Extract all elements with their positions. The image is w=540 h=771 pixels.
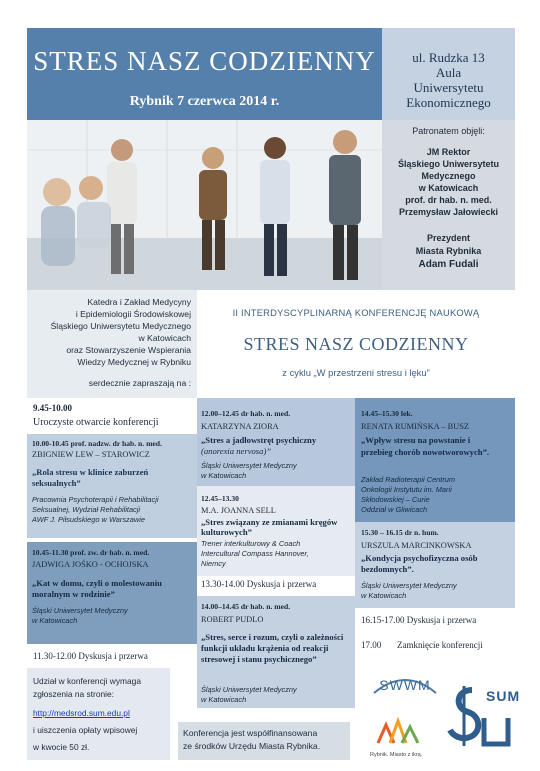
speaker-affiliation: Śląski Uniwersytet Medyczny w Katowicach — [201, 685, 297, 704]
speaker-name: KATARZYNA ZIORA — [201, 422, 279, 431]
patronage-heading: Patronatem objęli: — [412, 126, 485, 136]
participation-text: Udział w konferencji wymaga zgłoszenia na stronie: http://medsrod.sum.edu.pl i uiszczenia opłaty wpisowej w kwocie 50 zł. — [33, 676, 141, 752]
funding-box — [178, 722, 350, 760]
session-head: 10.00-10.45 prof. nadzw. dr hab. n. med. — [32, 439, 162, 448]
conference-subtitle: II INTERDYSCYPLINARNĄ KONFERENCJĘ NAUKOWĄ — [232, 307, 480, 318]
speaker-name: JADWIGA JOŚKO - OCHOJSKA — [32, 560, 149, 569]
sum-logo — [446, 684, 521, 750]
venue-box — [382, 28, 515, 120]
break-1: 11.30-12.00 Dyskusja i przerwa — [33, 651, 148, 661]
closing: 17.00 Zamknięcie konferencji — [361, 640, 483, 650]
photo-illustration — [27, 120, 382, 290]
office-people-photo — [27, 120, 382, 290]
opening-session — [27, 398, 197, 432]
speaker-name: ROBERT PUDLO — [201, 615, 264, 624]
session-sell — [197, 486, 355, 576]
talk-title: „Stres a jadłowstręt psychiczny — [201, 435, 317, 445]
patronage-box — [382, 120, 515, 290]
rybnik-logo-art — [370, 715, 430, 749]
speaker-affiliation: Pracownia Psychoterapii i Rehabilitacji Seksualnej, Wydział Rehabilitacji AWF J. Piłsudskiego w Warszawie — [32, 495, 159, 524]
registration-link[interactable]: http://medsrod.sum.edu.pl — [33, 708, 130, 718]
conference-title: STRES NASZ CODZIENNY — [243, 334, 469, 354]
swwm-logo — [368, 671, 442, 697]
session-head: 12.45–13.30 — [201, 494, 239, 503]
speaker-name: RENATA RUMIŃSKA – BUSZ — [361, 422, 469, 431]
session-head: 12.00–12.45 dr hab. n. med. — [201, 409, 291, 418]
session-head: 15.30 – 16.15 dr n. hum. — [361, 528, 439, 537]
session-josko-ochojska — [27, 542, 197, 644]
venue-text: ul. Rudzka 13 Aula Uniwersytetu Ekonomicznego — [406, 50, 491, 110]
invite-text: serdecznie zapraszają na : — [88, 378, 191, 388]
speaker-affiliation: Śląski Uniwersytet Medyczny w Katowicach — [201, 461, 297, 480]
organizers-text: Katedra i Zakład Medycyny i Epidemiologii Środowiskowej Śląskiego Uniwersytetu Medycznego w Katowicach oraz Stowarzyszenie Wspierania Wiedzy Medycznej w Rybniku — [50, 297, 191, 367]
break-2-box — [197, 576, 355, 594]
break-2: 13.30-14.00 Dyskusja i przerwa — [201, 579, 317, 589]
event-date: Rybnik 7 czerwca 2014 r. — [129, 94, 280, 109]
talk-title: „Rola stresu w klinice zaburzeń seksualnych” — [32, 467, 149, 488]
speaker-name: M.A. JOANNA SELL — [201, 506, 276, 515]
talk-title: „Kondycja psychofizyczna osób bezdomnych”. — [361, 553, 478, 574]
session-head: 14.45–15.30 lek. — [361, 409, 413, 418]
speaker-name: URSZULA MARCINKOWSKA — [361, 541, 472, 550]
main-title: STRES NASZ CODZIENNY — [33, 46, 376, 76]
patronage-rector: JM Rektor Śląskiego Uniwersytetu Medycznego w Katowicach prof. dr hab. n. med. Przemysław Jałowiecki — [397, 147, 500, 217]
sum-logo-text: SUM — [486, 688, 521, 704]
talk-title: „Kat w domu, czyli o molestowaniu moralnym w rodzinie” — [32, 578, 162, 599]
swwm-logo-text: SWWM — [379, 677, 431, 693]
opening-label: Uroczyste otwarcie konferencji — [33, 417, 159, 428]
conference-cycle: z cyklu „W przestrzeni stresu i lęku” — [282, 367, 430, 378]
speaker-affiliation: Śląski Uniwersytet Medyczny w Katowicach — [32, 606, 128, 625]
talk-title: „Stres związany ze zmianami kręgów kulturowych” — [201, 517, 338, 537]
participation-box — [27, 668, 170, 760]
rybnik-caption: Rybnik. Miasto z ikrą. — [370, 752, 423, 758]
speaker-affiliation: Trener interkulturowy & Coach Intercultural Compass Hannover, Niemcy — [201, 539, 309, 568]
session-head: 14.00–14.45 dr hab. n. med. — [201, 602, 291, 611]
rybnik-logo — [370, 715, 430, 765]
funding-text: Konferencja jest współfinansowana ze środków Urzędu Miasta Rybnika. — [183, 728, 321, 751]
speaker-affiliation: Śląski Uniwersytet Medyczny w Katowicach — [361, 581, 457, 600]
session-lew-starowicz — [27, 434, 197, 538]
break-3: 16.15-17.00 Dyskusja i przerwa — [361, 615, 477, 625]
conference-heading — [197, 290, 515, 398]
session-ziora — [197, 398, 355, 486]
organizers-box — [27, 290, 197, 398]
header-banner — [27, 28, 382, 120]
session-marcinkowska — [355, 522, 515, 608]
speaker-affiliation: Zakład Radioterapii Centrum Onkologii Instytutu im. Marii Skłodowskiej – Curie Oddział w Gliwicach — [361, 475, 456, 514]
session-ruminska-busz — [355, 398, 515, 522]
speaker-name: ZBIGNIEW LEW – STAROWICZ — [32, 450, 150, 459]
opening-time: 9.45-10.00 — [33, 403, 72, 413]
talk-title-2: (anorexia nervosa)” — [201, 446, 272, 456]
session-head: 10.45-11.30 prof. zw. dr hab. n. med. — [32, 548, 150, 557]
session-pudlo — [197, 596, 355, 708]
talk-title: „Wpływ stresu na powstanie i przebieg chorób nowotworowych”. — [361, 435, 490, 457]
talk-title: „Stres, serce i rozum, czyli o zależności funkcji układu krążenia od reakcji stresowej i stanu psychicznego” — [201, 632, 344, 664]
patronage-mayor: Prezydent Miasta Rybnika Adam Fudali — [415, 233, 482, 270]
